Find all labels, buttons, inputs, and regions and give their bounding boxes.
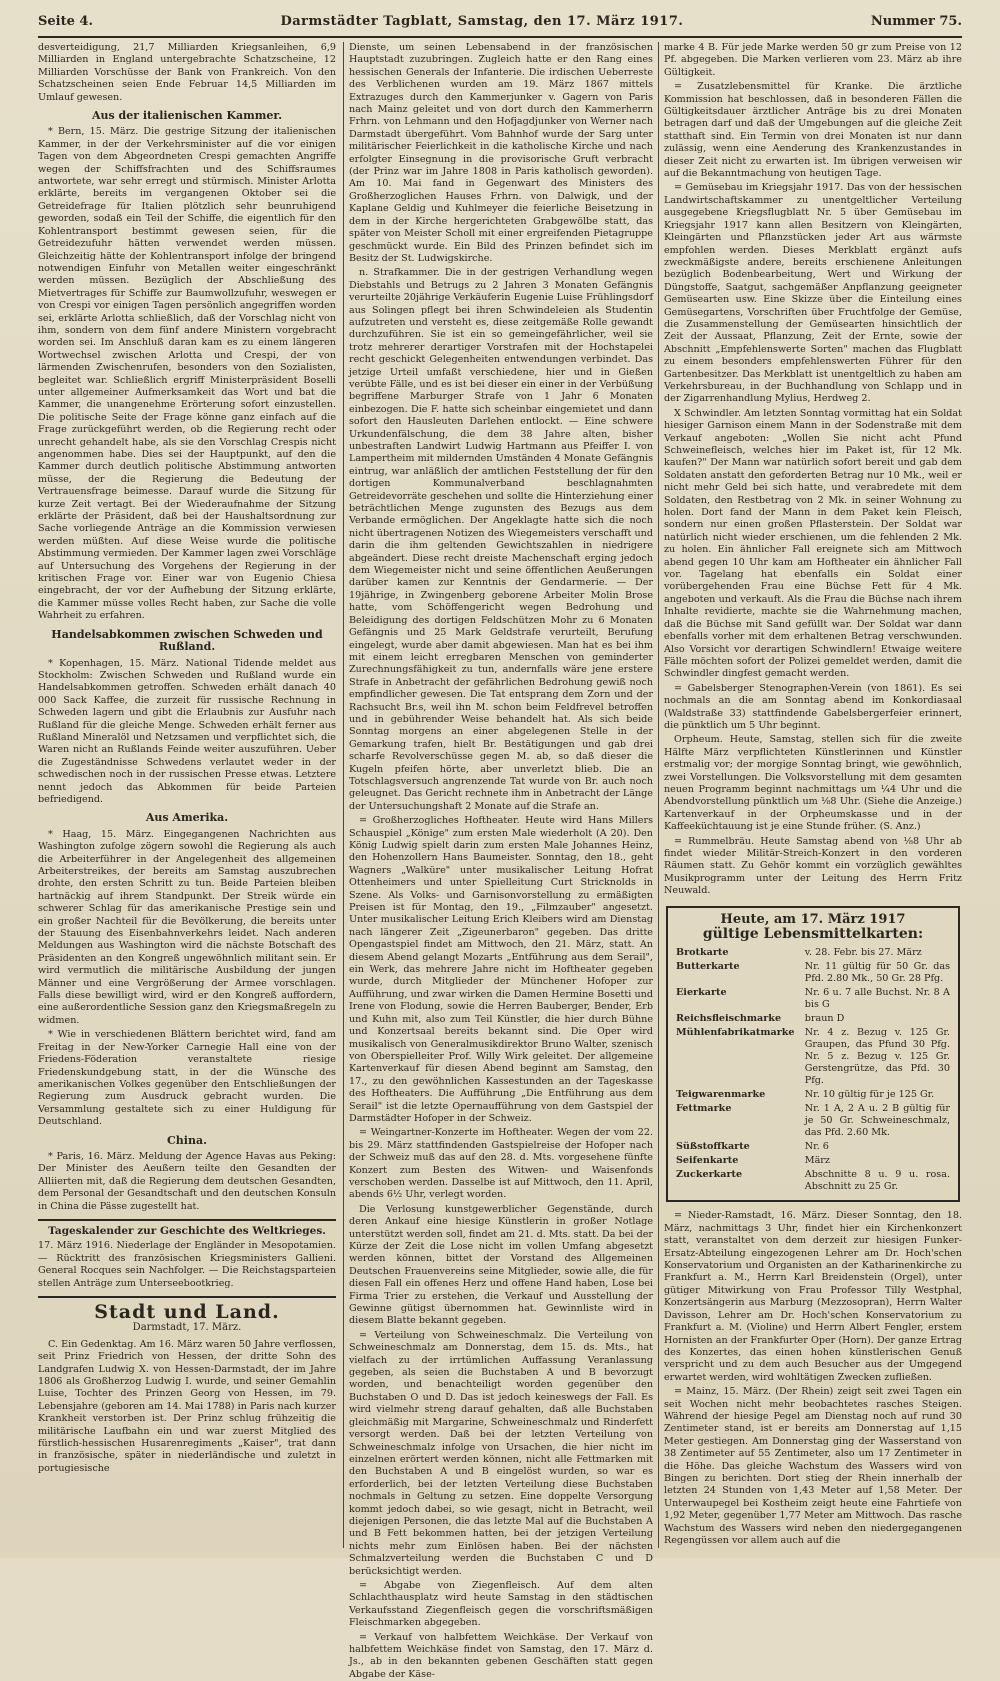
headline-china: China. bbox=[167, 1133, 207, 1147]
article-mainz: = Mainz, 15. März. (Der Rhein) zeigt seit zwei Tagen ein seit Wochen nicht mehr beobachtetes rasches Steigen. Während der hiesige Pegel am Dienstag noch auf rund 30 Zentimeter stand, ist er bereits am Donnerstag auf 1,15 Meter gestiegen. Am Donnerstag ging der Wasserstand von 38 Zentimeter auf 55 Zentimeter, also um 17 Zentimeter in die Höhe. Das gleiche Wachstum des Wassers wird von Bingen zu berichten. Dort stieg der Rhein innerhalb der letzten 24 Stunden von 1,43 Meter auf 1,58 Meter. Der Unterwaupegel bei Kostheim zeigt heute eine Fahrtiefe von 1,92 Meter, gegenüber 1,77 Meter am Mittwoch. Das rasche Wachstum des Wassers wird neben den niedergegangenen Regengüssen vor allem auch auf die bbox=[664, 1386, 962, 1546]
article-rummelbraeu: = Rummelbräu. Heute Samstag abend von ⅛8 Uhr ab findet wieder Militär-Streich-Konzert in den vorderen Räumen statt. Zu Gehör kommt ein vorzüglich gewähltes Musikprogramm unter der Leitung des Herrn Fritz Neuwald. bbox=[664, 835, 962, 897]
column-3 bbox=[664, 42, 962, 1550]
ration-card-name: Zuckerkarte bbox=[676, 1169, 743, 1181]
article-weichkaese: = Verkauf von halbfettem Weichkäse. Der Verkauf von halbfettem Weichkäse findet von Samstag, den 17. März d. Js., ab in den bekannten gebenen Geschäften statt gegen Abgabe der Käse- bbox=[349, 1631, 653, 1680]
article-china: * Paris, 16. März. Meldung der Agence Havas aus Peking: Der Minister des Aeußern teilte den Gesandten der Alliierten mit, daß die Regierung dem deutschen Gesandten, dem Personal der Gesandtschaft und den deutschen Konsuln in China die Pässe zugestellt hat. bbox=[38, 1150, 336, 1212]
article-ziegenfleisch: = Abgabe von Ziegenfleisch. Auf dem alten Schlachthausplatz wird heute Samstag in den städtischen Verkaufsstand Ziegenfleisch gegen die vorschriftsmäßigen Fleischmarken abgegeben. bbox=[349, 1579, 653, 1629]
ration-card-name: Süßstoffkarte bbox=[676, 1141, 750, 1153]
newspaper-title: Darmstädter Tagblatt, Samstag, den 17. März 1917. bbox=[280, 13, 684, 29]
column-2 bbox=[349, 42, 653, 1680]
ration-row bbox=[676, 1088, 950, 1102]
ration-card-name: Fettmarke bbox=[676, 1103, 732, 1115]
article-strafkammer: n. Strafkammer. Die in der gestrigen Verhandlung wegen Diebstahls und Betrugs zu 2 Jahren 3 Monaten Gefängnis verurteilte 20jährige Verkäuferin Eugenie Luise Frühlingsdorf aus Solingen pflegt bei ihren Schwindeleien als Studentin aufzutreten und versteht es, diese zeitgemäße Rolle gewandt durchzuführen. Sie ist ein so gemeingefährlicher, weil sie trotz mehrerer derartiger Vorstrafen mit der Hochstapelei recht geschickt Gelegenheiten entwendungen verbindet. Das jetzige Urteil umfaßt verschiedene, hier und in Gießen verübte Fälle, und es ist bei dieser ein einer in der Verbüßung begriffene Marburger Strafe von 1 Jahr 6 Monaten einbezogen. Die F. hatte sich scheinbar eingemietet und dann sofort den Hausleuten Darlehen entlockt. — Eine schwere Urkundenfälschung, die dem 38 Jahre alten, bisher unbestraften Landwirt Ludwig Hartmann aus Pfeiffer I. von Lampertheim mit mildernden Umständen 4 Monate Gefängnis eintrug, war anläßlich der amtlichen Feststellung der für den dortigen Kommunalverband beschlagnahmten Getreidevorräte geschehen und sollte die Hinterziehung einer beträchtlichen Menge zugunsten des Bezugs aus dem Verbande ermöglichen. Der Angeklagte hatte sich die noch nicht übertragenen Notizen des Wiegemeisters verschafft und darin die ihm geltenden Gewichtszahlen in niedrigere abgeändert. Diese recht dreiste Machenschaft erging jedoch dem Wiegemeister nicht und seine öffentlichen Aeußerungen darüber kamen zur Kenntnis der Gendarmerie. — Der 19jährige, in Zwingenberg geborene Arbeiter Molin Brose hatte, vom Schöffengericht wegen Bedrohung und Beleidigung des dortigen Feldschützen Mohr zu 6 Monaten Gefängnis und 25 Mark Geldstrafe verurteilt, Berufung eingelegt, wurde aber damit abgewiesen. Man hat es bei ihm mit einem leicht erregbaren Menschen von geminderter Zurechnungsfähigkeit zu tun, andernfalls wäre jene erstere Strafe in Anbetracht der gefährlichen Bedrohung gewiß noch empfindlicher gewesen. Die Tat entsprang dem Zorn und der Rachsucht Br.s, weil ihn M. schon beim Feldfrevel betroffen und in gebührender Weise behandelt hat. Als sich beide Sonntag morgens an einer abgelegenen Stelle in der Gemarkung trafen, hielt Br. Bestätigungen und gab drei scharfe Revolverschüsse gegen M. ab, so daß dieser die Kugeln pfeifen hörte, aber unverletzt blieb. Die an Totschlagsversuch angrenzende Tat wurde von Br. auch noch geleugnet. Das Gericht rechnete ihm in Anbetracht der Länge der Untersuchungshaft 2 Monate auf die Strafe an. bbox=[349, 267, 653, 812]
ration-card-name: Teigwarenmarke bbox=[676, 1089, 766, 1101]
headline-italian-chamber: Aus der italienischen Kammer. bbox=[91, 109, 283, 123]
column-divider bbox=[658, 42, 659, 1548]
article-nieder-ramstadt: = Nieder-Ramstadt, 16. März. Dieser Sonntag, den 18. März, nachmittags 3 Uhr, findet hier ein Kirchenkonzert statt, veranstaltet von dem derzeit zur hiesigen Funker-Ersatz-Abteilung eingezogenen Lehrer am Dr. Hoch'schen Konservatorium und Organisten an der Katharinenkirche zu Frankfurt a. M., Herrn Karl Breidenstein (Orgel), unter gütiger Mitwirkung von Frau Professor Tilly Westphal, Konzertsängerin aus Marburg (Mezzosopran), Herrn Walter Davisson, Lehrer am Dr. Hoch'schen Konservatorium zu Frankfurt a. M. (Violine) und Herrn Albert Fengler, erstem Hornisten an der Frankfurter Oper (Horn). Der ganze Ertrag des Konzertes, das einen hohen künstlerischen Genuß verspricht und zu dem auch Besucher aus der Umgegend erwartet werden, wird wohltätigen Zwecken zufließen. bbox=[664, 1210, 962, 1383]
column-divider bbox=[343, 42, 344, 1548]
ration-card-name: Mühlenfabrikatmarke bbox=[676, 1027, 795, 1039]
article-trade-agreement: * Kopenhagen, 15. März. National Tidende meldet aus Stockholm: Zwischen Schweden und Rußland wurde ein Handelsabkommen getroffen. Schweden erhält danach 40 000 Sack Kaffee, die zurzeit für russische Rechnung in Schweden lagern und gibt die Erlaubnis zur Ausfuhr nach Rußland für die gleiche Menge. Schweden erhält ferner aus Rußland Mineralöl und Netzsamen und verpflichtet sich, die Waren nicht an Rußlands Feinde weiter auszuführen. Ueber die Zugeständnisse Schwedens verlautet weder in der schwedischen noch in der russischen Presse etwas. Letztere nennt jedoch das Abkommen für beide Parteien befriedigend. bbox=[38, 657, 336, 805]
article-schweineschmalz: = Verteilung von Schweineschmalz. Die Verteilung von Schweineschmalz am Donnerstag, dem 15. ds. Mts., hat vielfach zu der irrtümlichen Auffassung Veranlassung gegeben, als seien die Buchstaben A und B bevorzugt worden, und benachteiligt worden gegenüber den Buchstaben O und D. Das ist jedoch keineswegs der Fall. Es wird vielmehr streng darauf gehalten, daß alle Buchstaben gleichmäßig mit Margarine, Schweineschmalz und Rinderfett versorgt werden. Daß bei der letzten Verteilung von Schweineschmalz infolge von Ursachen, die hier nicht im einzelnen erörtert werden können, nicht alle Fettmarken mit den Buchstaben A und B eingelöst wurden, so war es erforderlich, bei der letzten Verteilung diese Buchstaben nochmals in Geltung zu setzen. Eine doppelte Versorgung kommt jedoch dabei, so wie gesagt, nicht in Betracht, weil diejenigen Personen, die das letzte Mal auf die Buchstaben A und B Fett bekommen hatten, bei der jetzigen Verteilung nichts mehr zum Einlösen haben. Bei der nächsten Schmalzverteilung werden die Buchstaben C und D berücksichtigt werden. bbox=[349, 1329, 653, 1577]
column-1 bbox=[38, 42, 336, 1550]
page-number: Seite 4. bbox=[38, 13, 93, 29]
article-italian-chamber: * Bern, 15. März. Die gestrige Sitzung der italienischen Kammer, in der der Verkehrsminister auf die vor einigen Tagen von dem Abgeordneten Crespi gemachten Angriffe wegen der Schiffsfrachten und des Schiffsraumes antwortete, war sehr erregt und stürmisch. Minister Arlotta erklärte, bereits im vergangenen Oktober sei die Getreidefrage für Italien plötzlich sehr beunruhigend geworden, sodaß ein Teil der Schiffe, die eigentlich für den Kohlentransport bestimmt gewesen seien, für die Getreidezufuhr hätten verwendet werden müssen. Gleichzeitig hätte der Kohlentransport infolge der bringend notwendigen Einfuhr von Metallen weiter eingeschränkt werden müssen. Bezüglich der Abschließung des Mietvertrages für Schiffe zur Baumwollzufuhr, weswegen er von Crespi vor einigen Tagen persönlich angegriffen worden sei, erklärte Arlotta schließlich, daß der Vorschlag nicht von ihm, sondern von dem fünf andere Ministern vorgebracht worden sei. Im Anschluß daran kam es zu einem längeren Wortwechsel zwischen Arlotta und Crespi, der von lärmenden Zwischenrufen, besonders von den Sozialisten, begleitet war. Schließlich ergriff Ministerpräsident Boselli unter allgemeiner Aufmerksamkeit das Wort und bat die Kammer, die unangenehme Erörterung sofort einzustellen. Die politische Seite der Frage könne ganz einfach auf die Frage zurückgeführt werden, ob die Regierung recht oder unrecht gehandelt habe, als sie den Vorschlag Crespis nicht angenommen habe. Dies sei der Hauptpunkt, auf den die Kammer durch deutlich politische Abstimmung antworten müsse, der die Regierung die Bedeutung der Vertrauensfrage beimesse. Darauf wurde die Sitzung für kurze Zeit vertagt. Bei der Wiederaufnahme der Sitzung erklärte der Präsident, daß bei der Haushaltsordnung zur Sache vorliegende Anträge an die Kommission verwiesen werden müßten. Auf diese Weise wurde die politische Abstimmung vermieden. Der Kammer lagen zwei Vorschläge auf Untersuchung des Vorgehens der Regierung in der kritischen Frage vor. Einer war von Eugenio Chiesa eingebracht, der vor der Aufhebung der Sitzung erklärte, die Kammer müsse volles Recht haben, zur Sache die volle Wahrheit zu erfahren. bbox=[38, 126, 336, 622]
headline-america: Aus Amerika. bbox=[145, 811, 229, 825]
war-calendar-title: Tageskalender zur Geschichte des Weltkrieges. bbox=[48, 1224, 326, 1237]
article-gedenktag: C. Ein Gedenktag. Am 16. März waren 50 Jahre verflossen, seit Prinz Friedrich von Hessen, der dritte Sohn des Landgrafen Ludwig X. von Hessen-Darmstadt, der im Jahre 1806 als Großherzog Ludwig I. wurde, und seiner Gemahlin Luise, Tochter des Prinzen Georg von Hessen, im 79. Lebensjahre (geboren am 14. Mai 1788) in Paris nach kurzer Krankheit verstorben ist. Der Prinz schlug frühzeitig die militärische Laufbahn ein und war zuerst Mitglied des fürstlich-hessischen Husarenregiments „Kaiser", trat dann in französische, später in niederländische und zuletzt in portugiesische bbox=[38, 1338, 336, 1474]
article-schwindler: X Schwindler. Am letzten Sonntag vormittag hat ein Soldat hiesiger Garnison einem Mann in der Sodenstraße mit dem Verkauf angeboten: „Wollen Sie nicht acht Pfund Schweinefleisch, welches hier im Paket ist, für 12 Mk. kaufen?" Der Mann war natürlich sofort bereit und gab dem Soldaten anstatt den geforderten Betrag nur 10 Mk., weil er nicht mehr Geld bei sich hatte, und verabredete mit dem Soldaten, den Restbetrag von 2 Mk. in seiner Wohnung zu holen. Dort fand der Mann in dem Paket kein Fleisch, sondern nur einen großen Pflasterstein. Der Soldat war natürlich nicht wieder erschienen, um die fehlenden 2 Mk. zu holen. Ein ähnlicher Fall ereignete sich am Mittwoch abend gegen 10 Uhr kam am Hoftheater ein ähnlicher Fall vor. Tagelang hat ebenfalls ein Soldat einer vorübergehenden Frau eine Büchse Fett für 4 Mk. angeboten und verkauft. Als die Frau die Büchse nach ihrem Inhalte revidierte, machte sie die Wahrnehmung machen, daß die Büchse mit Sand gefüllt war. Der Soldat war dann ebenfalls vorher mit dem erhaltenen Betrag verschwunden. Also Vorsicht vor derartigen Schwindlern! Etwaige weitere Fälle möchten sofort der Polizei gemeldet werden, damit die Schwindler dingfest gemacht werden. bbox=[664, 407, 962, 680]
article-orpheum: Orpheum. Heute, Samstag, stellen sich für die zweite Hälfte März verpflichteten Künstlerinnen und Künstler erstmalig vor; der morgige Sonntag bringt, wie gewöhnlich, zwei Vorstellungen. Die Volksvorstellung mit dem gesamten neuen Programm beginnt nachmittags um ¼4 Uhr und die Abendvorstellung pünktlich um ⅛8 Uhr. (Siehe die Anzeige.) Kartenverkauf in der Orpheumskasse und in der Kaffeeküchtauung ist je eine Stunde früher. (S. Anz.) bbox=[664, 734, 962, 833]
ration-box-date: Heute, am 17. März 1917 bbox=[720, 911, 906, 927]
article-america-2: * Wie in verschiedenen Blättern berichtet wird, fand am Freitag in der New-Yorker Carnegie Hall eine von der Friedens-Föderation veranstaltete riesige Friedenskundgebung statt, in der die Wünsche des amerikanischen Volkes gegenüber den Entschließungen der Regierung zum Ausdruck gebracht wurden. Die Versammlung gestaltete sich zu einer Huldigung für Deutschland. bbox=[38, 1029, 336, 1128]
ration-card-value: braun D bbox=[804, 1013, 845, 1025]
ration-table bbox=[676, 946, 950, 1194]
ration-card-name: Brotkarte bbox=[676, 947, 729, 959]
article-kranke: = Zusatzlebensmittel für Kranke. Die ärztliche Kommission hat beschlossen, daß in besonderen Fällen die Gültigkeitsdauer ärztlicher Anträge bis zu drei Monaten betragen darf und daß der Umgebungen auf die gleiche Zeit statthaft sind. Ein Termin von drei Monaten ist nur dann zulässig, wenn eine Aenderung des Krankenzustandes in dieser Zeit nicht zu erwarten ist. Im übrigen verweisen wir auf die Bekanntmachung von heutigen Tage. bbox=[664, 81, 962, 180]
ration-row bbox=[676, 1102, 950, 1140]
ration-card-name: Reichsfleischmarke bbox=[676, 1013, 782, 1025]
war-calendar-text: 17. März 1916. Niederlage der Engländer in Mesopotamien. — Rücktritt des französischen Kriegsministers Gallieni. General Rocques sein Nachfolger. — Die Reichstagsparteien stellen Anträge zum Unterseebootkrieg. bbox=[38, 1240, 336, 1289]
ration-card-value: Nr. 11 gültig für 50 Gr. das Pfd. 2.80 Mk., 50 Gr. 28 Pfg. bbox=[804, 961, 950, 985]
ration-card-name: Seifenkarte bbox=[676, 1155, 739, 1167]
article-weingartner-concerts: = Weingartner-Konzerte im Hoftheater. Wegen der vom 22. bis 29. März stattfindenden Gastspielreise der Hofoper nach der Schweiz muß das auf den 28. d. Mts. vorgesehene fünfte Konzert zum Besten des Witwen- und Waisenfonds verschoben werden. Dasselbe ist auf Mittwoch, den 11. April, abends 6½ Uhr, verlegt worden. bbox=[349, 1127, 653, 1201]
ration-card-value: Nr. 6 bbox=[804, 1141, 829, 1153]
ration-card-name: Eierkarte bbox=[676, 987, 727, 999]
article-verlosung: Die Verlosung kunstgewerblicher Gegenstände, durch deren Ankauf eine hiesige Künstlerin in großer Notlage unterstützt werden soll, findet am 21. d. Mts. statt. Da bei der Kürze der Zeit die Lose nicht im vollen Umfang abgesetzt werden können, bittet der Vorstand des Allgemeinen Deutschen Frauenvereins seine Mitglieder, sowie alle, die für diesen Fall ein offenes Herz und offene Hand haben, Lose bei Firma Trier zu erstehen, die Verkauf und Ausstellung der Gewinne gütigst übernommen hat. Gewinnliste wird in diesem Blatte bekannt gegeben. bbox=[349, 1203, 653, 1327]
war-calendar-box bbox=[38, 1219, 336, 1298]
article-gemuesebau: = Gemüsebau im Kriegsjahr 1917. Das von der hessischen Landwirtschaftskammer zu unentgeltlicher Verteilung ausgegebene Kriegsflugblatt Nr. 5 über Gemüsebau im Kriegsjahr 1917 kann allen Besitzern von Kleingärten, Kleingärten und Pflanzstücken jeder Art aus wärmste empfohlen werden. Dieses Merkblatt ergänzt aufs zweckmäßigste andere, bereits erschienene Anleitungen bezüglich Bodenbearbeitung, Wert und Wirkung der Düngstoffe, Saatgut, sachgemäßer Anpflanzung geeigneter Gemüsearten usw. Eine Skizze über die Einteilung eines Gemüsegartens, Vorschriften über Fruchtfolge der Gemüse, die Zusammenstellung der Gemüsearten hinsichtlich der Zeit der Aussaat, Pflanzung, Zeit der Ernte, sowie der Abschnitt „Empfehlenswerte Sorten" machen das Flugblatt zu einem besonders empfehlenswerten Führer für den Gartenbesitzer. Das Merkblatt ist unentgeltlich zu haben am Verkehrsbureau, in der Buchhandlung von Schlapp und in der Zigarrenhandlung Mylius, Herdweg 2. bbox=[664, 182, 962, 405]
ration-card-name: Butterkarte bbox=[676, 961, 740, 973]
ration-card-value: Nr. 6 u. 7 alle Buchst. Nr. 8 A bis G bbox=[804, 987, 950, 1011]
ration-row bbox=[676, 1026, 950, 1088]
ration-card-value: Nr. 10 gültig für je 125 Gr. bbox=[804, 1089, 935, 1101]
ration-row bbox=[676, 986, 950, 1012]
ration-row bbox=[676, 946, 950, 960]
dateline: Darmstadt, 17. März. bbox=[132, 1322, 242, 1334]
ration-card-value: Nr. 4 z. Bezug v. 125 Gr. Graupen, das Pfund 30 Pfg. Nr. 5 z. Bezug v. 125 Gr. Gerstengrütze, das Pfd. 30 Pfg. bbox=[804, 1027, 950, 1087]
ration-card-value: v. 28. Febr. bis 27. März bbox=[804, 947, 922, 959]
masthead bbox=[38, 6, 962, 38]
ration-row bbox=[676, 1012, 950, 1026]
ration-row bbox=[676, 1154, 950, 1168]
ration-row bbox=[676, 960, 950, 986]
article-weichkaese-continued: marke 4 B. Für jede Marke werden 50 gr zum Preise von 12 Pf. abgegeben. Die Marken verlieren vom 23. März ab ihre Gültigkeit. bbox=[664, 42, 962, 78]
ration-card-value: Abschnitte 8 u. 9 u. rosa. Abschnitt zu 25 Gr. bbox=[804, 1169, 950, 1193]
headline-trade-agreement: Handelsabkommen zwischen Schweden und Rußland. bbox=[51, 627, 323, 654]
issue-number: Nummer 75. bbox=[870, 13, 962, 29]
ration-card-value: Nr. 1 A, 2 A u. 2 B gültig für je 50 Gr. Schweineschmalz, das Pfd. 2.60 Mk. bbox=[804, 1103, 950, 1139]
article-gabelsberger: = Gabelsberger Stenographen-Verein (von 1861). Es sei nochmals an die am Sonntag abend im Konkordiasaal (Waldstraße 33) stattfindende Gabelsbergerfeier erinnert, die pünktlich um 5 Uhr beginnt. bbox=[664, 682, 962, 731]
article-america: * Haag, 15. März. Eingegangenen Nachrichten aus Washington zufolge zögern sowohl die Regierung als auch die Arbeiterführer in der Angelegenheit des allgemeinen Arbeiterstreikes, der bereits am Samstag auszubrechen drohte, den ersten Schritt zu tun. Beide Parteien bleiben hartnäckig auf ihrem Standpunkt. Der Streik würde ein schwerer Schlag für das amerikanische Prestige sein und ein großer Nachteil für die Bevölkerung, die bereits unter der Stauung des Eisenbahnverkehrs leidet. Nach anderen Meldungen aus Washington wird die nächste Botschaft des Präsidenten an den Kongreß ungewöhnlich militant sein. Er wird vermutlich die militärische Ausbildung der jungen Männer und eine Vergrößerung der Armee vorschlagen. Falls diese bewilligt wird, wird er den Kongreß auffordern, eine außerordentliche Session ganz den Kriegsmaßregeln zu widmen. bbox=[38, 828, 336, 1026]
ration-card-value: März bbox=[804, 1155, 830, 1167]
article-continuation: desverteidigung, 21,7 Milliarden Kriegsanleihen, 6,9 Milliarden in England untergebrachte Schatzscheine, 12 Milliarden Vorschüsse der Bank von Frankreich. Von den Schatzscheinen seien Ende Februar 14,5 Milliarden im Umlauf gewesen. bbox=[38, 42, 336, 103]
ration-cards-box bbox=[666, 906, 960, 1203]
article-gedenktag-continued: Dienste, um seinen Lebensabend in der französischen Hauptstadt zuzubringen. Zugleich hatte er den Rang eines hessischen Generals der Infanterie. Die irdischen Ueberreste des Verblichenen wurden am 19. März 1867 mittels Extrazuges durch den Kammerjunker v. Gagern von Paris nach Mainz geleitet und von dort durch den Kammerherrn Frhrn. von Lehmann und den Hofjagdjunker von Werner nach Darmstadt übergeführt. Vom Bahnhof wurde der Sarg unter militärischer Feierlichkeit in die katholische Kirche und nach erfolgter Einsegnung in die provisorische Gruft verbracht (der Prinz war im Jahre 1808 in Paris katholisch geworden). Am 10. Mai fand in Gegenwart des Ministers des Großherzoglichen Hauses Frhrn. von Dalwigk, und der Kaplane Geldig und Kuhlmeyer die feierliche Beisetzung in dem in der Kirche hergerichteten Grabgewölbe statt, das später von Meister Scholl mit einer ergreifenden Pietagruppe geschmückt wurde. Ein Bild des Prinzen befindet sich im Besitz der St. Ludwigskirche. bbox=[349, 42, 653, 264]
ration-row bbox=[676, 1140, 950, 1154]
ration-box-title: gültige Lebensmittelkarten: bbox=[702, 926, 924, 943]
section-heading-stadt-und-land: Stadt und Land. bbox=[94, 1301, 280, 1323]
article-hoftheater: = Großherzogliches Hoftheater. Heute wird Hans Millers Schauspiel „Könige" zum ersten Male wiederholt (A 20). Den König Ludwig spielt darin zum ersten Male Johannes Heinz, den Hohenzollern Hans Baumeister. Sonntag, den 18., geht Wagners „Walküre" unter musikalischer Leitung Hofrat Ottenheimers und unter Spielleitung Curt Stricknolds in Szene. Als Volks- und Garnisonvorstellung zu ermäßigten Preisen ist für Montag, den 19., „Filmzauber" angesetzt. Unter musikalischer Leitung Erich Kleibers wird am Dienstag nach längerer Zeit „Zigeunerbaron" gegeben. Das dritte Opengastspiel findet am Mittwoch, den 21. März, statt. An diesem Abend gelangt Mozarts „Entführung aus dem Serail", ein Werk, das mehrere Jahre nicht im Hoftheater gegeben wurde, durch Mitglieder der Münchener Hofoper zur Aufführung, und zwar wirken die Damen Hermine Bosetti und Irene von Flodung, sowie die Herren Bauberger, Bender, Erb und Kuhn mit, also zum Teil Künstler, die hier durch Bühne und Konzertsaal bereits bekannt sind. Die Oper wird musikalisch von Generalmusikdirektor Bruno Walter, szenisch von Oberspielleiter Prof. Willy Wirk geleitet. Der allgemeine Kartenverkauf für diesen Abend beginnt am Samstag, den 17., zu den gewöhnlichen Kassestunden an der Tageskasse des Hoftheaters. Die Aufführung „Die Entführung aus dem Serail" ist die letzte Opernaufführung von dem Gastspiel der Darmstädter Hofoper in der Schweiz. bbox=[349, 815, 653, 1124]
ration-row bbox=[676, 1168, 950, 1194]
